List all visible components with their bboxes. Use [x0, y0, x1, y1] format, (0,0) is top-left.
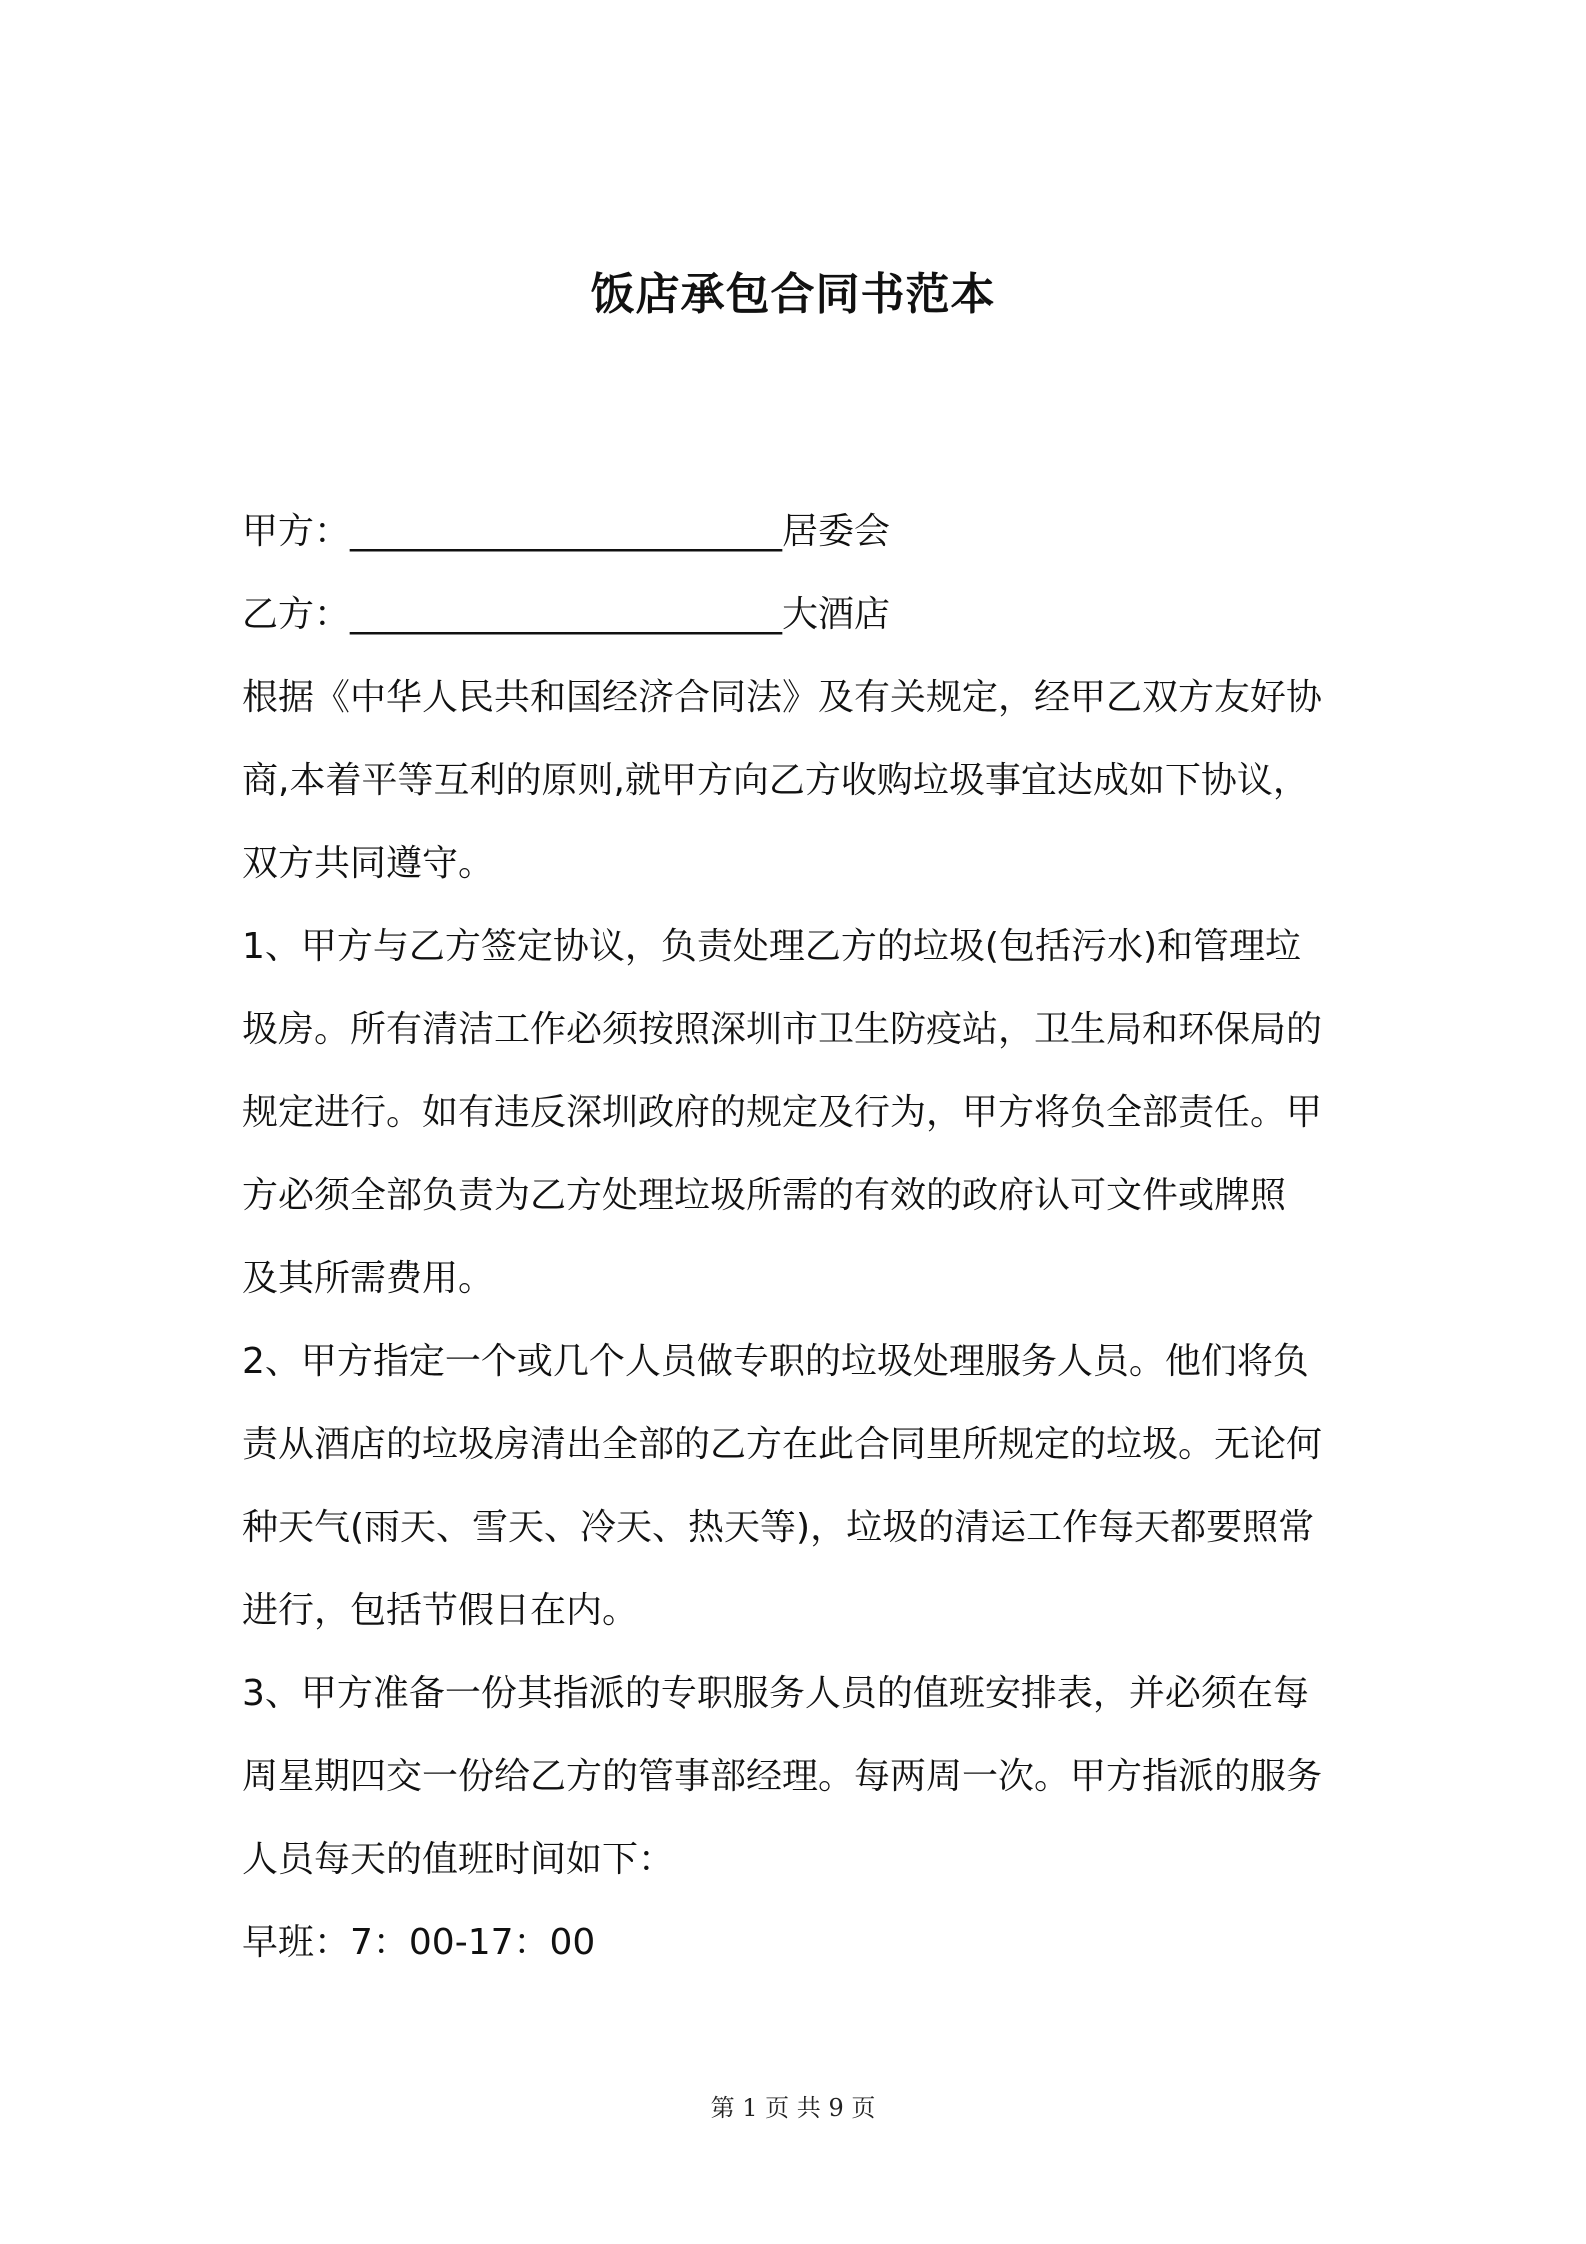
clause-1-line: 方必须全部负责为乙方处理垃圾所需的有效的政府认可文件或牌照 [242, 1175, 1287, 1216]
clause-2-line: 进行，包括节假日在内。 [242, 1590, 639, 1631]
clause-1-line: 圾房。所有清洁工作必须按照深圳市卫生防疫站，卫生局和环保局的 [242, 1009, 1323, 1050]
document-body [242, 490, 1352, 1984]
clause-2-line: 责从酒店的垃圾房清出全部的乙方在此合同里所规定的垃圾。无论何 [242, 1424, 1323, 1465]
clause-3-line: 3、甲方准备一份其指派的专职服务人员的值班安排表，并必须在每 [242, 1673, 1309, 1714]
clause-3-line: 周星期四交一份给乙方的管事部经理。每两周一次。甲方指派的服务 [242, 1756, 1323, 1797]
paragraph-line: 根据《中华人民共和国经济合同法》及有关规定，经甲乙双方友好协 [242, 677, 1323, 718]
document-title: 饭店承包合同书范本 [590, 269, 996, 320]
party-a-line: 甲方：________________________居委会 [242, 511, 891, 552]
clause-1-line: 及其所需费用。 [242, 1258, 495, 1299]
party-b-line: 乙方：________________________大酒店 [242, 594, 891, 635]
clause-2-line: 种天气(雨天、雪天、冷天、热天等)，垃圾的清运工作每天都要照常 [242, 1507, 1315, 1548]
clause-1-line: 规定进行。如有违反深圳政府的规定及行为，甲方将负全部责任。甲 [242, 1092, 1323, 1133]
clause-1-line: 1、甲方与乙方签定协议，负责处理乙方的垃圾(包括污水)和管理垃 [242, 926, 1301, 967]
paragraph-line: 双方共同遵守。 [242, 843, 495, 884]
paragraph-line: 商,本着平等互利的原则,就甲方向乙方收购垃圾事宜达成如下协议， [242, 760, 1309, 801]
clause-3-line: 人员每天的值班时间如下： [242, 1839, 675, 1880]
clause-2-line: 2、甲方指定一个或几个人员做专职的垃圾处理服务人员。他们将负 [242, 1341, 1309, 1382]
shift-time-line: 早班：7：00-17：00 [242, 1922, 596, 1963]
page-footer: 第 1 页 共 9 页 [710, 2094, 876, 2122]
